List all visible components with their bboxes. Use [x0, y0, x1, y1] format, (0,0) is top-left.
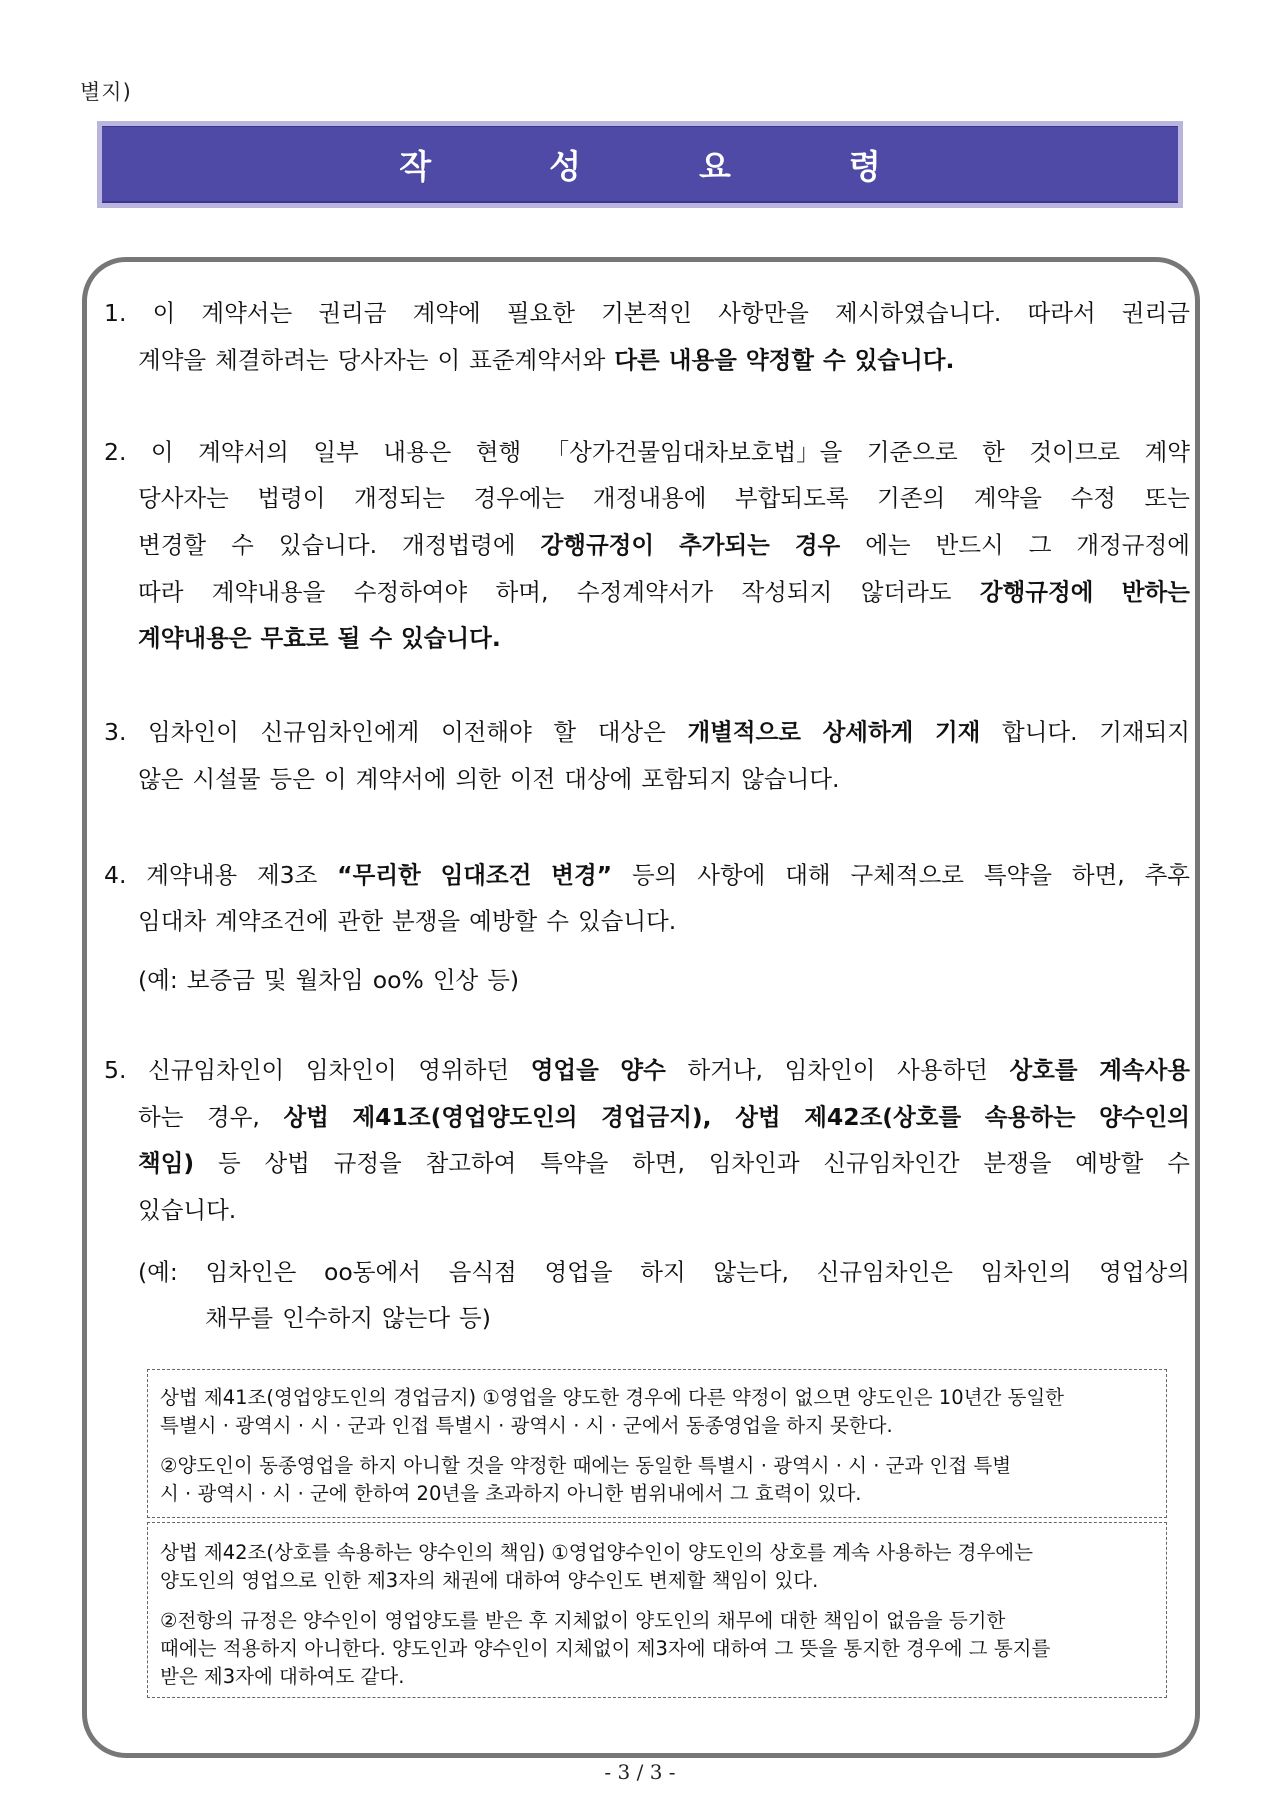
word: 것이므로 [1029, 438, 1121, 466]
instruction-2-line [104, 437, 1190, 467]
word: 에는 [865, 531, 911, 559]
instruction-3-line [138, 764, 1190, 794]
word: 임차인이 [148, 718, 239, 746]
emphasis-word: 영업을 [530, 1056, 599, 1084]
word: 시설물 [192, 765, 261, 793]
emphasis-word: 내용을 [668, 346, 737, 374]
word: 참고하여 [425, 1149, 517, 1177]
word: 이전 [509, 765, 556, 793]
word: 법령이 [257, 484, 326, 512]
word: 부합되도록 [735, 484, 849, 512]
word: 제시하였습니다. [835, 299, 1002, 327]
word: 수정 [1070, 484, 1116, 512]
emphasis-word: 상법 [283, 1103, 329, 1131]
word: 채무를 [205, 1304, 274, 1332]
instruction-4-line [138, 906, 1190, 936]
word: 있습니다. [577, 907, 677, 935]
law-text-line: ②양도인이 동종영업을 하지 아니할 것을 약정한 때에는 동일한 특별시 · 광역시 · 시 · 군과 인접 특별 [160, 1454, 1012, 1477]
word: 이 [323, 765, 347, 793]
emphasis-word: 속용하는 [984, 1103, 1076, 1131]
word: 분쟁을 [983, 1149, 1052, 1177]
instruction-5-line [138, 1257, 1190, 1287]
word: 계약에 [412, 299, 481, 327]
emphasis-word: 상법 [735, 1103, 781, 1131]
word: 등) [459, 1304, 491, 1332]
word: 계약서에 [355, 765, 447, 793]
word: 추후 [1144, 861, 1190, 889]
word: 개정법령에 [402, 531, 516, 559]
word: 경우에는 [473, 484, 565, 512]
emphasis-word: 계약내용은 [138, 624, 252, 652]
word: 대상에 [564, 765, 633, 793]
word: 또는 [1144, 484, 1190, 512]
emphasis-word: 반하는 [1121, 578, 1190, 606]
emphasis-word: 기재 [934, 718, 981, 746]
emphasis-word: 강행규정이 [540, 531, 655, 559]
word: 계약서의 [198, 438, 289, 466]
instruction-1-line [104, 298, 1190, 328]
instruction-5-line [138, 1102, 1190, 1132]
emphasis-word: 다른 [614, 346, 660, 374]
law-text-line: 시 · 광역시 · 시 · 군에 한하여 20년을 초과하지 아니한 범위내에서 그 효력이 있다. [160, 1482, 862, 1505]
word: 및 [263, 966, 287, 994]
emphasis-word: 강행규정에 [979, 578, 1094, 606]
word: 이 [152, 299, 176, 327]
word: 사항에 [697, 861, 766, 889]
word: 내용은 [383, 438, 452, 466]
emphasis-word: 추가되는 [679, 531, 770, 559]
word: 체결하려는 [215, 346, 329, 374]
word: 분쟁을 [392, 907, 461, 935]
banner-char: 령 [848, 146, 881, 186]
word: 수 [231, 531, 254, 559]
word: 등) [487, 966, 520, 994]
law-text-line: 특별시 · 광역시 · 시 · 군과 인접 특별시 · 광역시 · 시 · 군에서 동종영업을 하지 못한다. [160, 1414, 893, 1437]
word: 의한 [455, 765, 501, 793]
emphasis-word: 책임) [138, 1149, 195, 1177]
emphasis-word: 상호를 [1009, 1056, 1078, 1084]
word: 않더라도 [860, 578, 952, 606]
word: 할 [553, 718, 577, 746]
word: 보증금 [186, 966, 255, 994]
word: 있습니다. [278, 531, 378, 559]
word: 하는 [138, 1103, 184, 1131]
word: 1. [104, 299, 127, 327]
word: 경우, [207, 1103, 260, 1131]
word: 상법 [264, 1149, 310, 1177]
word: 표준계약서와 [469, 346, 606, 374]
word: 예방할 [469, 907, 538, 935]
instruction-2-line [138, 530, 1190, 560]
emphasis-word: 약정할 [745, 346, 814, 374]
word: 포함되지 [641, 765, 733, 793]
word: 기본적인 [601, 299, 692, 327]
emphasis-word: 양수인의 [1099, 1103, 1190, 1131]
emphasis-word: 상세하게 [822, 718, 914, 746]
word: 수정계약서가 [576, 578, 714, 606]
word: 사용하던 [897, 1056, 988, 1084]
law-text-line: 받은 제3자에 대하여도 같다. [160, 1665, 405, 1688]
word: oo% [372, 966, 424, 994]
word: 권리금 [318, 299, 387, 327]
word: 등 [217, 1149, 241, 1177]
word: 2. [104, 438, 127, 466]
word: 당사자는 [337, 346, 429, 374]
word: 계약내용 [146, 861, 238, 889]
word: 5. [104, 1056, 127, 1084]
emphasis-word: 제41조(영업양도인의 [352, 1103, 578, 1131]
instruction-5-line [138, 1148, 1190, 1178]
word: 관한 [337, 907, 384, 935]
word: 하거나, [687, 1056, 764, 1084]
word: 하면, [1071, 861, 1125, 889]
banner-title [399, 141, 881, 188]
word: 변경할 [138, 531, 207, 559]
law-text-line: 양도인의 영업으로 인한 제3자의 채권에 대하여 양수인도 변제할 책임이 있다. [160, 1569, 819, 1592]
word: 수 [546, 907, 569, 935]
emphasis-word: 경우 [794, 531, 841, 559]
word: 임차인과 [708, 1149, 800, 1177]
word: 계약을 [138, 346, 207, 374]
word: 않는다, [713, 1258, 789, 1286]
word: 반드시 [935, 531, 1004, 559]
banner-fill [102, 126, 1178, 203]
annex-label: 별지) [80, 80, 132, 104]
instruction-5-line [205, 1303, 491, 1333]
emphasis-word: 양수 [620, 1056, 666, 1084]
word: 계약을 [973, 484, 1042, 512]
emphasis-word: 경업금지), [601, 1103, 712, 1131]
word: 이 [437, 346, 461, 374]
word: 않습니다. [741, 765, 840, 793]
word: 않은 [138, 765, 184, 793]
word: 신규임차인간 [823, 1149, 960, 1177]
word: 개정되는 [354, 484, 445, 512]
word: 기존의 [877, 484, 946, 512]
emphasis-word: 있습니다. [854, 346, 955, 374]
word: 않는다 [381, 1304, 451, 1332]
word: 등은 [269, 765, 315, 793]
word: 예방할 [1075, 1149, 1144, 1177]
banner-char: 요 [699, 146, 731, 186]
word: 현행 [475, 438, 522, 466]
word: 신규임차인에게 [260, 718, 420, 746]
emphasis-word: 제42조(상호를 [804, 1103, 962, 1131]
word: 규정을 [333, 1149, 402, 1177]
word: 임차인이 [784, 1056, 876, 1084]
word: 기재되지 [1099, 718, 1190, 746]
word: (예: [138, 1258, 178, 1286]
word: 이전해야 [440, 718, 532, 746]
law-text-line: ②전항의 규정은 양수인이 영업양도를 받은 후 지체없이 양도인의 채무에 대한 책임이 없음을 등기한 [160, 1609, 1006, 1632]
word: 일부 [313, 438, 359, 466]
word: 개정규정에 [1076, 531, 1190, 559]
word: oo동에서 [324, 1258, 421, 1286]
emphasis-word: 변경” [551, 861, 613, 889]
instruction-3-line [104, 717, 1190, 747]
word: 있습니다. [138, 1196, 237, 1224]
word: 작성되지 [741, 578, 833, 606]
word: 특약을 [983, 861, 1052, 889]
word: 임차인은 [205, 1258, 297, 1286]
word: 수정하여야 [353, 578, 468, 606]
word: 4. [104, 861, 127, 889]
word: 필요한 [506, 299, 575, 327]
emphasis-word: 수 [822, 346, 846, 374]
word: 신규임차인이 [148, 1056, 285, 1084]
section-banner [97, 121, 1183, 208]
word: (예: [138, 966, 178, 994]
emphasis-word: 임대조건 [440, 861, 532, 889]
word: 권리금 [1121, 299, 1190, 327]
banner-char: 작 [399, 146, 432, 186]
word: 구체적으로 [850, 861, 964, 889]
word: 인수하지 [282, 1304, 373, 1332]
emphasis-word: 될 [337, 624, 361, 652]
word: 하면, [632, 1149, 685, 1177]
word: 이 [150, 438, 174, 466]
word: 하며, [495, 578, 549, 606]
word: 신규임차인은 [816, 1258, 953, 1286]
word: 제3조 [256, 861, 318, 889]
word: 그 [1028, 531, 1052, 559]
word: 대해 [785, 861, 831, 889]
emphasis-word: 수 [369, 624, 393, 652]
word: 임대차 [138, 907, 207, 935]
word: 당사자는 [138, 484, 229, 512]
word: 계약서는 [201, 299, 293, 327]
emphasis-word: 계속사용 [1099, 1056, 1190, 1084]
word: 계약 [1144, 438, 1190, 466]
word: 등의 [631, 861, 678, 889]
word: 특약을 [540, 1149, 609, 1177]
law-box-article-42 [147, 1522, 1167, 1698]
word: 따라서 [1027, 299, 1096, 327]
word: 한 [982, 438, 1005, 466]
law-text-line: 상법 제42조(상호를 속용하는 양수인의 책임) ①영업양수인이 양도인의 상호를 계속 사용하는 경우에는 [160, 1541, 1033, 1564]
word: 월차임 [295, 966, 364, 994]
word: 임차인의 [980, 1258, 1072, 1286]
instruction-1-line [138, 345, 1190, 375]
word: 개정내용에 [592, 484, 707, 512]
instruction-4-line [104, 860, 1190, 890]
law-text-line: 때에는 적용하지 아니한다. 양도인과 양수인이 지체없이 제3자에 대하여 그 뜻을 통지한 경우에 그 통지를 [160, 1637, 1051, 1660]
word: 하지 [640, 1258, 686, 1286]
instruction-2-line [138, 483, 1190, 513]
word: 3. [104, 718, 127, 746]
word: 계약내용을 [211, 578, 326, 606]
law-box-article-41 [147, 1369, 1167, 1518]
word: 「상가건물임대차보호법」을 [545, 438, 843, 466]
word: 영업상의 [1099, 1258, 1190, 1286]
banner-char: 성 [549, 146, 581, 186]
word: 합니다. [1002, 718, 1078, 746]
word: 수 [1167, 1149, 1190, 1177]
emphasis-word: 있습니다. [401, 624, 501, 652]
word: 인상 [432, 966, 479, 994]
word: 대상은 [597, 718, 666, 746]
emphasis-word: 무효로 [260, 624, 329, 652]
emphasis-word: “무리한 [337, 861, 421, 889]
word: 영업을 [544, 1258, 613, 1286]
word: 계약조건에 [215, 907, 329, 935]
instruction-4-line [138, 965, 519, 995]
instruction-2-line [138, 623, 1190, 653]
word: 영위하던 [418, 1056, 510, 1084]
word: 음식점 [448, 1258, 517, 1286]
instruction-5-line [104, 1055, 1190, 1085]
law-text-line: 상법 제41조(영업양도인의 경업금지) ①영업을 양도한 경우에 다른 약정이 없으면 양도인은 10년간 동일한 [160, 1386, 1064, 1409]
instruction-5-line [138, 1195, 1190, 1225]
word: 사항만을 [718, 299, 809, 327]
emphasis-word: 개별적으로 [687, 718, 801, 746]
page-number: - 3 / 3 - [604, 1760, 676, 1784]
word: 따라 [138, 578, 184, 606]
word: 기준으로 [866, 438, 958, 466]
word: 임차인이 [305, 1056, 397, 1084]
instruction-2-line [138, 577, 1190, 607]
